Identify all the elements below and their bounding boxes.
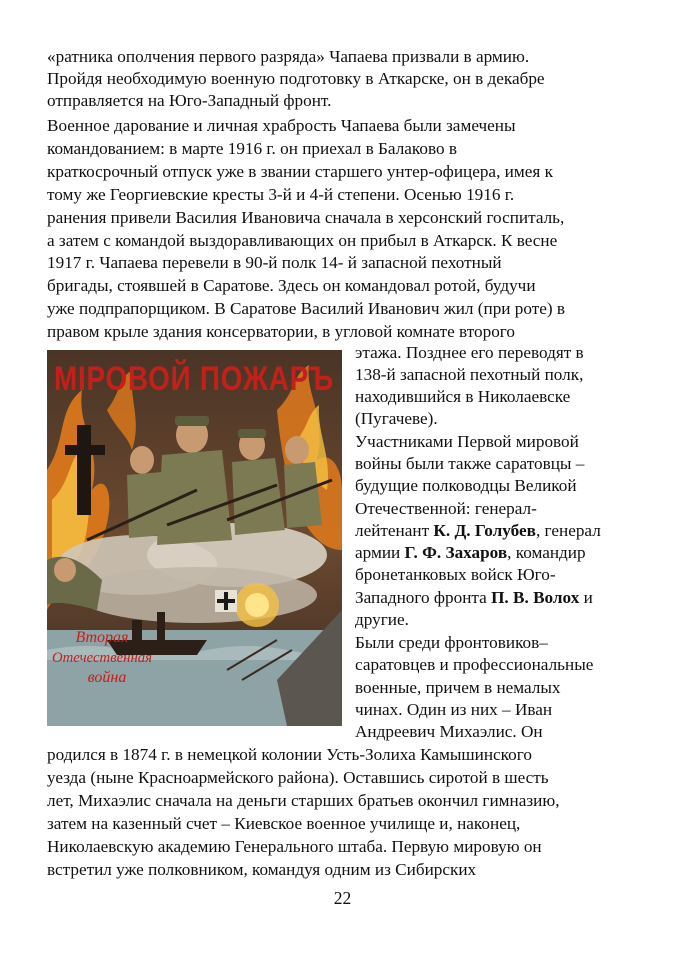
text-line: отправляется на Юго-Западный фронт. — [47, 91, 332, 110]
text-line: Пройдя необходимую военную подготовку в Аткарске, он в декабре — [47, 69, 545, 88]
text-line: Участниками Первой мировой — [355, 432, 579, 451]
text-line: уже подпрапорщиком. В Саратове Василий Иванович жил (при роте) в — [47, 299, 566, 318]
text-line: правом крыле здания консерватории, в угловой комнате второго — [47, 322, 516, 341]
poster-subtitle-2: Отечественная — [52, 650, 153, 666]
text-line: Николаевскую академию Генерального штаба. Первую мировую он — [47, 837, 542, 856]
text-line: уезда (ныне Красноармейского района). Оставшись сиротой в шесть — [47, 768, 549, 787]
text-run: , командир — [507, 543, 586, 562]
text-line: а затем с командой выздоравливающих он прибыл в Аткарск. К весне — [47, 231, 558, 250]
text-line: краткосрочный отпуск уже в звании старшего унтер-офицера, имея к — [47, 162, 553, 181]
text-line: Были среди фронтовиков– — [355, 633, 548, 652]
text-line: бронетанковых войск Юго- — [355, 565, 556, 584]
text-run: Западного фронта — [355, 588, 492, 607]
text-run: армии — [355, 543, 405, 562]
text-run: и — [579, 588, 593, 607]
text-line: другие. — [355, 610, 409, 629]
poster-subtitle-1: Вторая — [75, 629, 129, 646]
text-line: встретил уже полковником, командуя одним из Сибирских — [47, 860, 477, 879]
text-line — [355, 587, 593, 609]
text-line: находившийся в Николаевске — [355, 387, 571, 406]
text-line: тому же Георгиевские кресты 3-й и 4-й степени. Осенью 1916 г. — [47, 185, 515, 204]
text-line: 138-й запасной пехотный полк, — [355, 365, 584, 384]
text-line: чинах. Один из них – Иван — [355, 700, 553, 719]
text-line: (Пугачеве). — [355, 409, 438, 428]
text-line: войны были также саратовцы – — [355, 454, 585, 473]
text-line: родился в 1874 г. в немецкой колонии Усть-Золиха Камышинского — [47, 745, 532, 764]
text-line: саратовцев и профессиональные — [355, 655, 594, 674]
text-line: ранения привели Василия Ивановича сначала в херсонский госпиталь, — [47, 208, 565, 227]
poster-subtitle-3: война — [87, 669, 127, 686]
text-line — [355, 542, 586, 564]
text-line: Андреевич Михаэлис. Он — [355, 722, 543, 741]
text-line: командованием: в марте 1916 г. он приехал в Балаково в — [47, 139, 457, 158]
text-run: , генерал — [535, 521, 601, 540]
text-line: «ратника ополчения первого разряда» Чапаева призвали в армию. — [47, 47, 530, 66]
page-number: 22 — [333, 888, 352, 908]
text-line: Отечественной: генерал- — [355, 499, 537, 518]
person-name-golubev: К. Д. Голубев — [433, 521, 536, 540]
text-line: бригады, стоявшей в Саратове. Здесь он командовал ротой, будучи — [47, 276, 536, 295]
text-line: военные, причем в немалых — [355, 678, 561, 697]
person-name-volokh: П. В. Волох — [491, 588, 580, 607]
text-line: лет, Михаэлис сначала на деньги старших братьев окончил гимназию, — [47, 791, 560, 810]
text-line: затем на казенный счет – Киевское военное училище и, наконец, — [47, 814, 521, 833]
text-line: Военное дарование и личная храбрость Чапаева были замечены — [47, 116, 516, 135]
text-line — [355, 520, 601, 542]
text-line: будущие полководцы Великой — [355, 476, 577, 495]
text-line: этажа. Позднее его переводят в — [355, 343, 584, 362]
person-name-zakharov: Г. Ф. Захаров — [404, 543, 508, 562]
text-line: 1917 г. Чапаева перевели в 90-й полк 14- й запасной пехотный — [47, 253, 502, 272]
text-run: лейтенант — [355, 521, 434, 540]
poster-title: МIРОВОЙ ПОЖАРЪ — [54, 360, 397, 398]
